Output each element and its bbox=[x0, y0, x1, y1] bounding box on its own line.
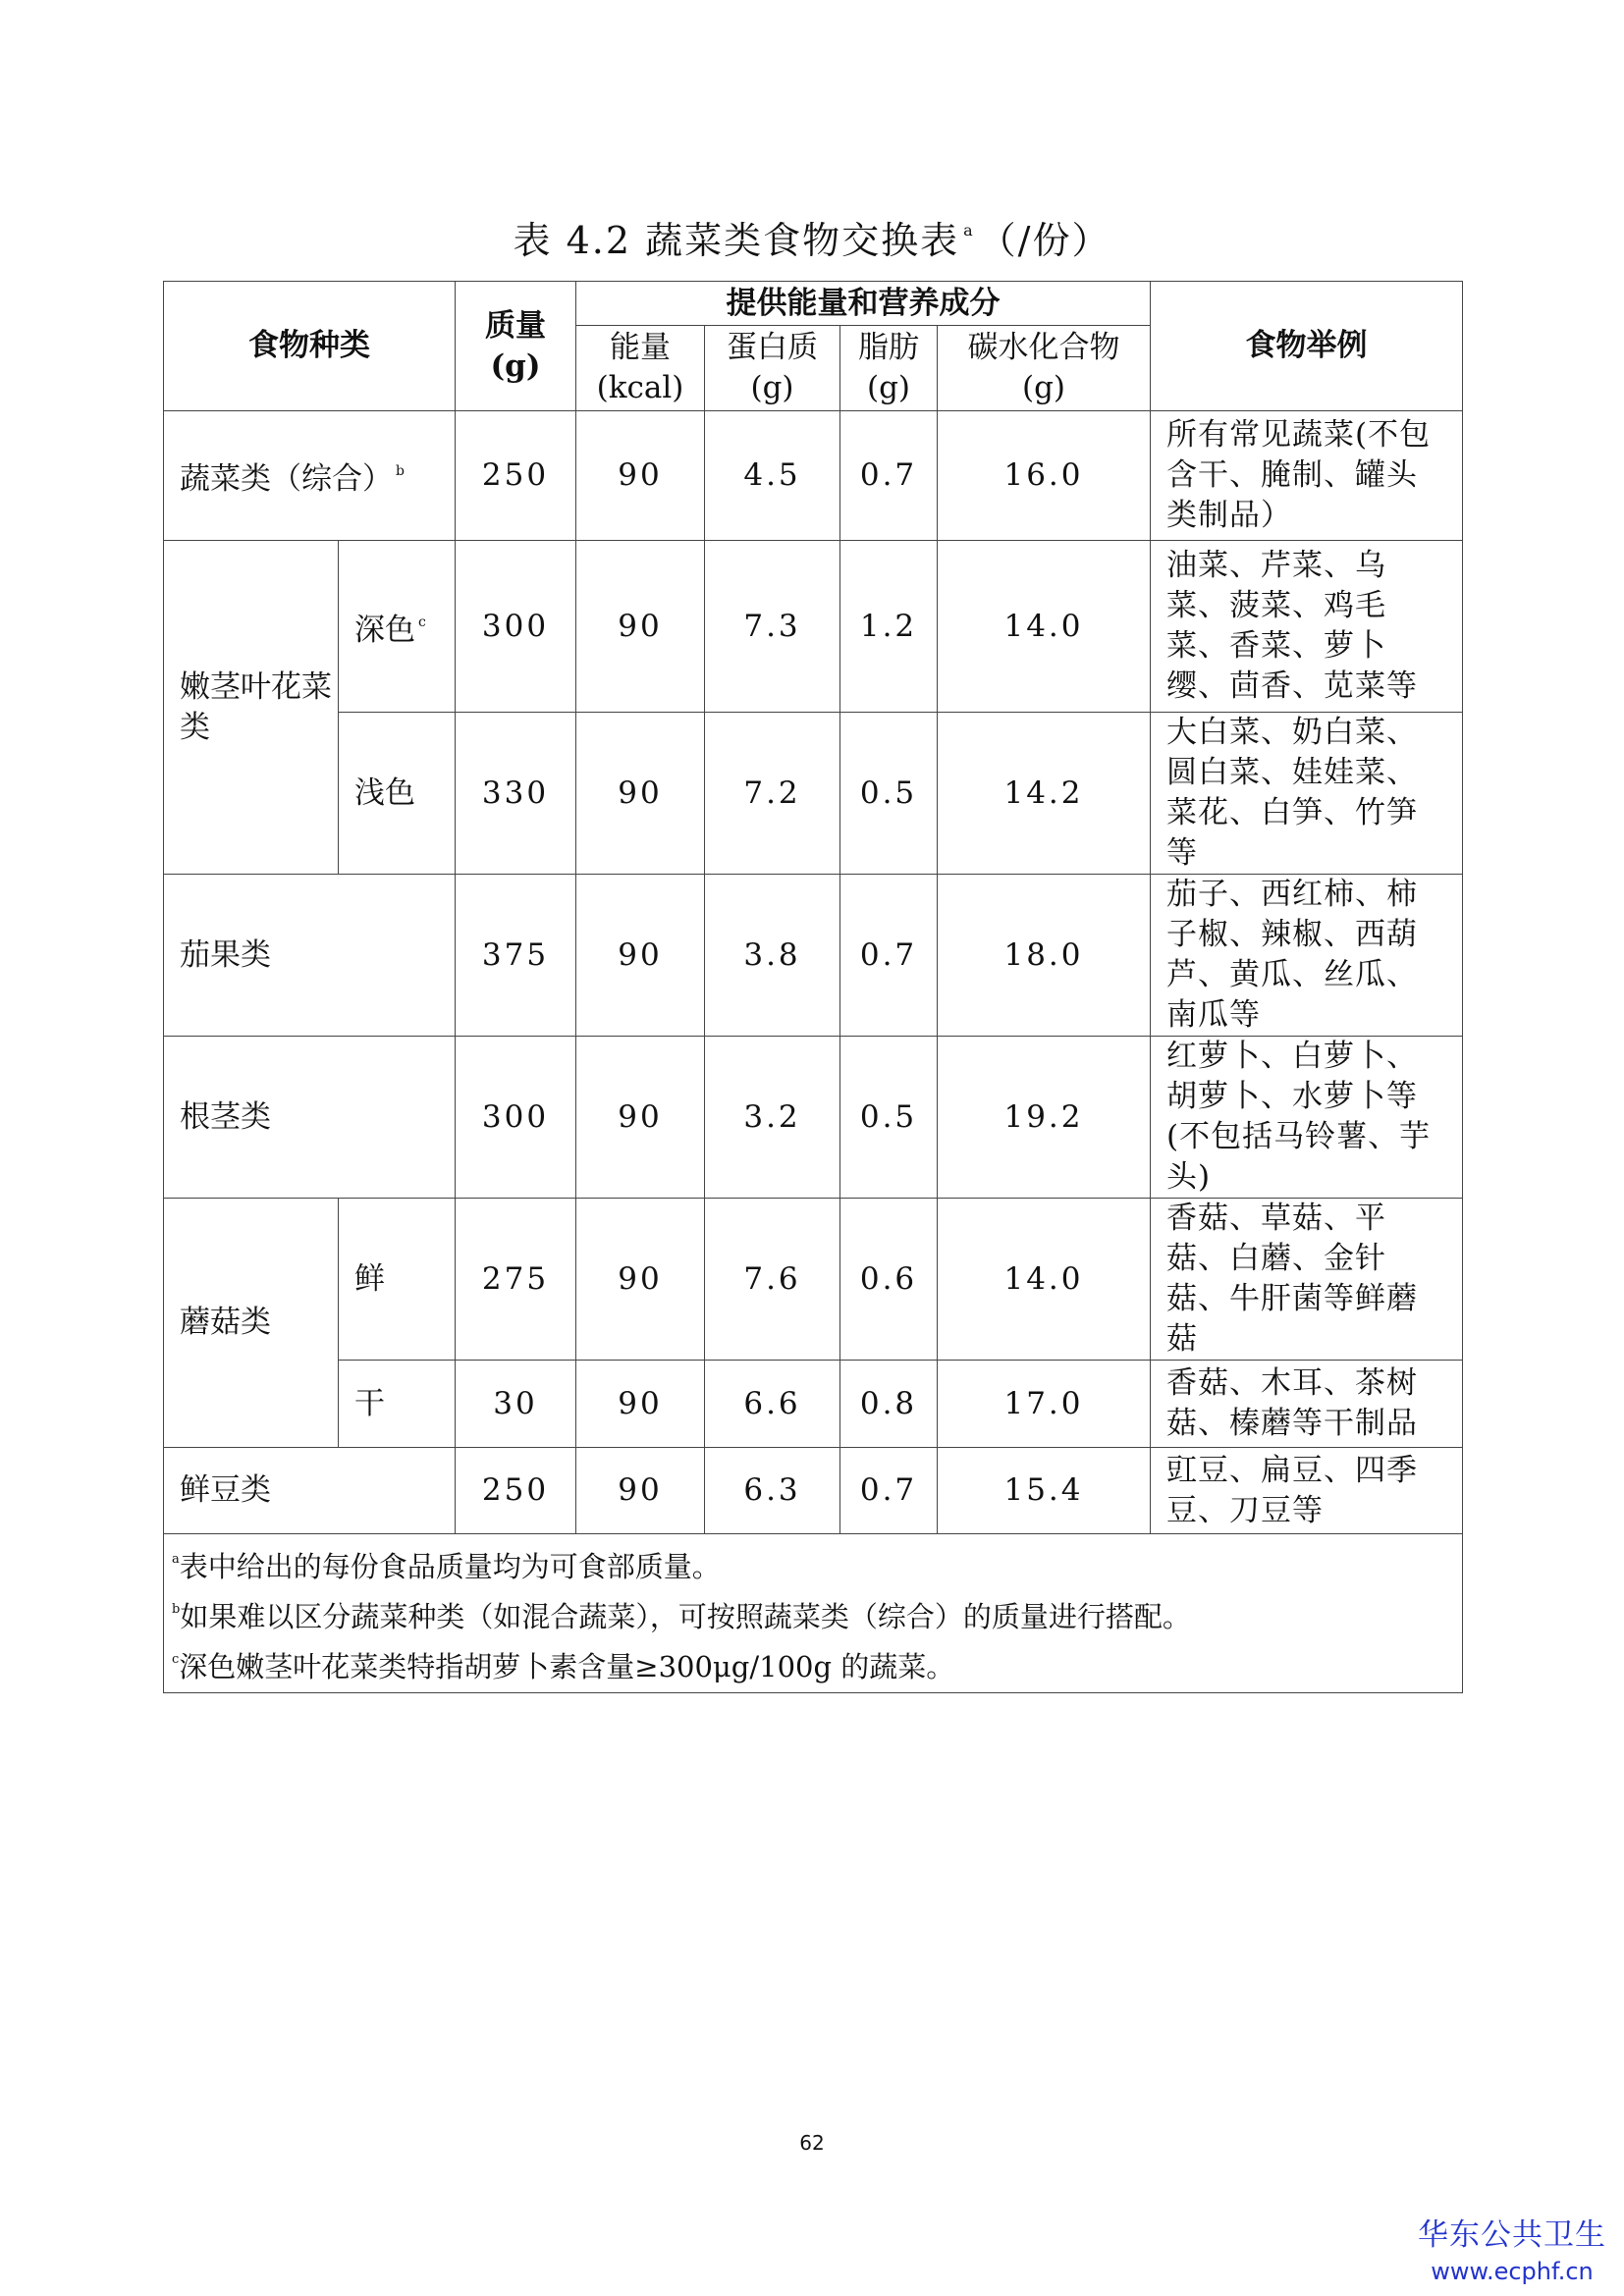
table-row bbox=[164, 541, 1463, 713]
header-row-1 bbox=[164, 282, 1463, 326]
header-protein-label: 蛋白质 bbox=[727, 330, 818, 365]
sub-type-dried: 干 bbox=[339, 1361, 456, 1448]
examples-cell: 茄子、西红柿、柿子椒、辣椒、西葫芦、黄瓜、丝瓜、南瓜等 bbox=[1151, 875, 1463, 1037]
note-c-text: 深色嫩茎叶花菜类特指胡萝卜素含量≥300μg/100g 的蔬菜。 bbox=[179, 1650, 955, 1683]
mass-cell: 375 bbox=[456, 875, 576, 1037]
header-fat-unit: (g) bbox=[866, 370, 911, 405]
table-title-suffix: （/份） bbox=[978, 219, 1111, 262]
note-c bbox=[172, 1638, 1462, 1688]
protein-cell: 6.3 bbox=[705, 1448, 840, 1534]
fat-cell: 0.7 bbox=[840, 1448, 938, 1534]
food-type-fruit-veg: 茄果类 bbox=[164, 875, 456, 1037]
table-row bbox=[164, 875, 1463, 1037]
sub-type-fresh: 鲜 bbox=[339, 1199, 456, 1361]
carb-cell: 16.0 bbox=[938, 411, 1151, 541]
table-row bbox=[164, 1361, 1463, 1448]
carb-cell: 18.0 bbox=[938, 875, 1151, 1037]
food-type-mushroom: 蘑菇类 bbox=[164, 1199, 339, 1448]
energy-cell: 90 bbox=[576, 713, 705, 875]
examples-cell: 红萝卜、白萝卜、胡萝卜、水萝卜等(不包括马铃薯、芋头) bbox=[1151, 1037, 1463, 1199]
food-type-leafy: 嫩茎叶花菜类 bbox=[164, 541, 339, 875]
header-protein-unit: (g) bbox=[750, 370, 794, 405]
header-mass-unit: (g) bbox=[490, 347, 541, 384]
watermark-name: 华东公共卫生 bbox=[1418, 2217, 1606, 2253]
mass-cell: 300 bbox=[456, 541, 576, 713]
watermark bbox=[1414, 2216, 1610, 2288]
food-type-root: 根茎类 bbox=[164, 1037, 456, 1199]
protein-cell: 4.5 bbox=[705, 411, 840, 541]
carb-cell: 17.0 bbox=[938, 1361, 1151, 1448]
note-b-marker: b bbox=[172, 1602, 181, 1617]
examples-cell: 香菇、草菇、平菇、白蘑、金针菇、牛肝菌等鲜蘑菇 bbox=[1151, 1199, 1463, 1361]
header-energy bbox=[576, 326, 705, 411]
energy-cell: 90 bbox=[576, 411, 705, 541]
mass-cell: 275 bbox=[456, 1199, 576, 1361]
protein-cell: 3.2 bbox=[705, 1037, 840, 1199]
table-row bbox=[164, 713, 1463, 875]
table-title bbox=[0, 210, 1624, 264]
header-carb-unit: (g) bbox=[1021, 370, 1066, 405]
table-row bbox=[164, 1448, 1463, 1534]
watermark-url: www.ecphf.cn bbox=[1431, 2258, 1594, 2285]
carb-cell: 14.2 bbox=[938, 713, 1151, 875]
header-mass bbox=[456, 282, 576, 411]
note-a bbox=[172, 1538, 1462, 1588]
table-row bbox=[164, 1037, 1463, 1199]
fat-cell: 0.5 bbox=[840, 713, 938, 875]
header-carb-label: 碳水化合物 bbox=[967, 330, 1120, 365]
energy-cell: 90 bbox=[576, 1361, 705, 1448]
examples-cell: 香菇、木耳、茶树菇、榛蘑等干制品 bbox=[1151, 1361, 1463, 1448]
protein-cell: 7.2 bbox=[705, 713, 840, 875]
examples-cell: 油菜、芹菜、乌菜、菠菜、鸡毛菜、香菜、萝卜缨、茴香、苋菜等 bbox=[1151, 541, 1463, 713]
food-type-mixed bbox=[164, 411, 456, 541]
fat-cell: 0.5 bbox=[840, 1037, 938, 1199]
food-type-beans: 鲜豆类 bbox=[164, 1448, 456, 1534]
header-food-type: 食物种类 bbox=[164, 282, 456, 411]
energy-cell: 90 bbox=[576, 541, 705, 713]
carb-cell: 14.0 bbox=[938, 541, 1151, 713]
fat-cell: 0.6 bbox=[840, 1199, 938, 1361]
food-type-mixed-label: 蔬菜类（综合） bbox=[180, 461, 393, 497]
note-c-marker: c bbox=[172, 1652, 180, 1667]
protein-cell: 7.3 bbox=[705, 541, 840, 713]
note-b-text: 如果难以区分蔬菜种类（如混合蔬菜），可按照蔬菜类（综合）的质量进行搭配。 bbox=[180, 1600, 1191, 1633]
header-mass-label: 质量 bbox=[485, 307, 546, 344]
sub-type-dark bbox=[339, 541, 456, 713]
header-nutrients-group: 提供能量和营养成分 bbox=[576, 282, 1151, 326]
examples-cell: 所有常见蔬菜(不包含干、腌制、罐头类制品） bbox=[1151, 411, 1463, 541]
header-fat-label: 脂肪 bbox=[858, 330, 919, 365]
note-a-marker: a bbox=[172, 1552, 180, 1567]
notes-row bbox=[164, 1534, 1463, 1693]
note-b bbox=[172, 1588, 1462, 1638]
energy-cell: 90 bbox=[576, 875, 705, 1037]
header-protein bbox=[705, 326, 840, 411]
fat-cell: 0.7 bbox=[840, 411, 938, 541]
carb-cell: 15.4 bbox=[938, 1448, 1151, 1534]
protein-cell: 7.6 bbox=[705, 1199, 840, 1361]
protein-cell: 3.8 bbox=[705, 875, 840, 1037]
carb-cell: 19.2 bbox=[938, 1037, 1151, 1199]
vegetable-exchange-table bbox=[163, 281, 1463, 1693]
protein-cell: 6.6 bbox=[705, 1361, 840, 1448]
examples-cell: 豇豆、扁豆、四季豆、刀豆等 bbox=[1151, 1448, 1463, 1534]
header-fat bbox=[840, 326, 938, 411]
carb-cell: 14.0 bbox=[938, 1199, 1151, 1361]
header-carb bbox=[938, 326, 1151, 411]
mass-cell: 300 bbox=[456, 1037, 576, 1199]
mass-cell: 330 bbox=[456, 713, 576, 875]
header-energy-unit: (kcal) bbox=[596, 370, 684, 405]
fat-cell: 1.2 bbox=[840, 541, 938, 713]
energy-cell: 90 bbox=[576, 1037, 705, 1199]
fat-cell: 0.7 bbox=[840, 875, 938, 1037]
sub-type-dark-label: 深色 bbox=[354, 612, 415, 648]
header-examples: 食物举例 bbox=[1151, 282, 1463, 411]
header-energy-label: 能量 bbox=[610, 330, 671, 365]
page-number: 62 bbox=[799, 2131, 825, 2155]
energy-cell: 90 bbox=[576, 1199, 705, 1361]
mass-cell: 250 bbox=[456, 1448, 576, 1534]
examples-cell: 大白菜、奶白菜、圆白菜、娃娃菜、菜花、白笋、竹笋等 bbox=[1151, 713, 1463, 875]
mass-cell: 30 bbox=[456, 1361, 576, 1448]
table-row bbox=[164, 411, 1463, 541]
energy-cell: 90 bbox=[576, 1448, 705, 1534]
mass-cell: 250 bbox=[456, 411, 576, 541]
title-footnote-marker: a bbox=[963, 221, 975, 240]
footnote-marker-c: c bbox=[418, 614, 426, 630]
note-a-text: 表中给出的每份食品质量均为可食部质量。 bbox=[179, 1550, 721, 1583]
table-row bbox=[164, 1199, 1463, 1361]
table-notes bbox=[164, 1534, 1463, 1693]
table-title-text: 表 4.2 蔬菜类食物交换表 bbox=[513, 219, 960, 262]
sub-type-light: 浅色 bbox=[339, 713, 456, 875]
fat-cell: 0.8 bbox=[840, 1361, 938, 1448]
footnote-marker-b: b bbox=[396, 463, 405, 479]
